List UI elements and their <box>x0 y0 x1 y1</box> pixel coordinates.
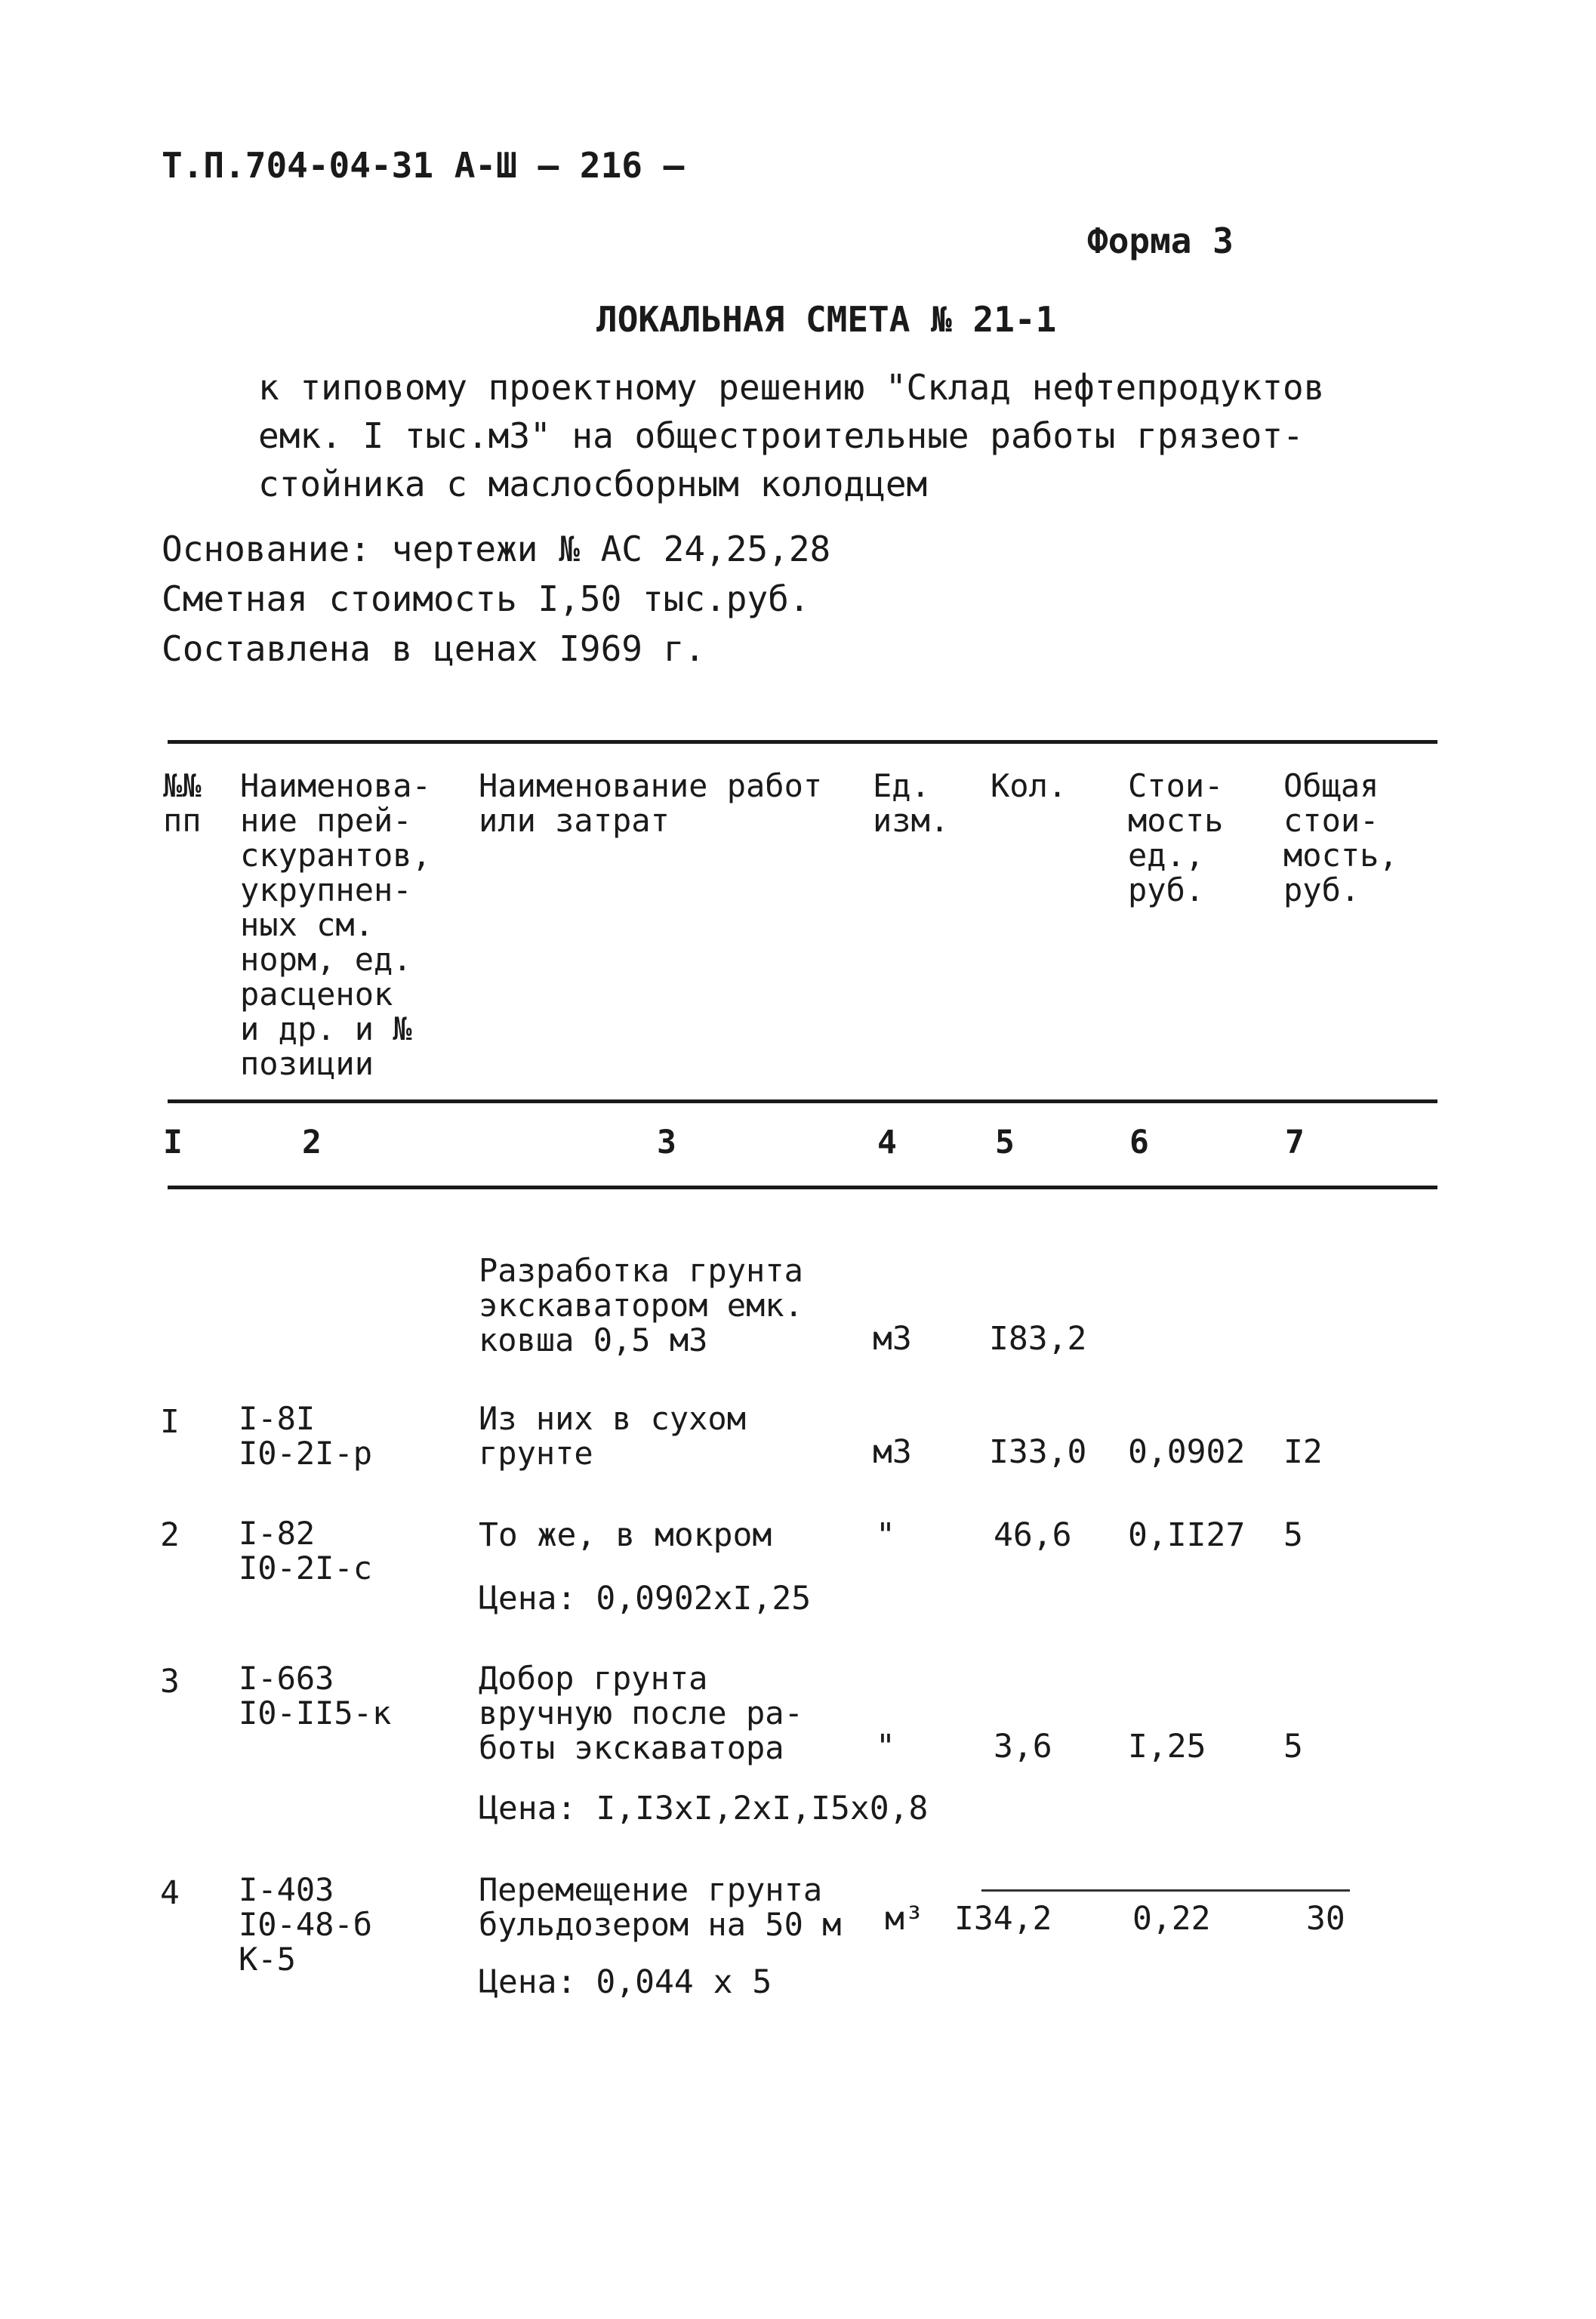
row-work-name: Перемещение грунта бульдозером на 50 м <box>479 1871 842 1943</box>
row-quantity: I33,0 <box>989 1433 1087 1471</box>
row-work-name: Добор грунта вручную после ра- боты экскаватора <box>479 1660 803 1766</box>
row-quantity: 46,6 <box>994 1516 1072 1554</box>
row-pricelist-code: I-663 I0-II5-к <box>239 1660 392 1732</box>
document-code: Т.П.704-04-31 А-Ш — 216 — <box>162 145 685 186</box>
column-number: 7 <box>1285 1124 1305 1161</box>
subtitle-line-3: стойника с маслосборным колодцем <box>258 464 928 504</box>
row-pricelist-code: I-8I I0-2I-р <box>239 1400 373 1472</box>
row-pricelist-code: I-403 I0-48-б К-5 <box>239 1871 373 1978</box>
row-unit: " <box>876 1728 895 1765</box>
subtitle-line-1: к типовому проектному решению "Склад нефтепродуктов <box>258 367 1325 408</box>
overline-mark <box>981 1889 1350 1892</box>
column-number: 4 <box>877 1124 897 1161</box>
column-number: 2 <box>302 1124 322 1161</box>
row-price-note: Цена: 0,044 х 5 <box>479 1963 772 2001</box>
row-number: 4 <box>160 1874 180 1912</box>
row-quantity: I34,2 <box>954 1900 1052 1938</box>
row-unit-cost: 0,II27 <box>1128 1516 1246 1554</box>
row-unit-cost: 0,22 <box>1132 1900 1211 1938</box>
row-total-cost: 5 <box>1283 1728 1303 1765</box>
column-number: 5 <box>995 1124 1015 1161</box>
row-number: I <box>160 1403 180 1441</box>
basis-line: Основание: чертежи № АС 24,25,28 <box>162 529 831 569</box>
table-header-rule <box>168 1099 1437 1103</box>
table-top-rule <box>168 740 1437 744</box>
row-price-note: Цена: 0,0902хI,25 <box>479 1580 812 1617</box>
row-price-note: Цена: I,I3хI,2хI,I5х0,8 <box>479 1790 929 1827</box>
row-number: 3 <box>160 1663 180 1701</box>
row-quantity: 3,6 <box>994 1728 1052 1765</box>
form-label: Форма 3 <box>1087 220 1234 261</box>
row-total-cost: I2 <box>1283 1433 1323 1471</box>
header-col-unit: Ед. изм. <box>873 767 950 839</box>
document-title: ЛОКАЛЬНАЯ СМЕТА № 21-1 <box>596 299 1057 340</box>
column-number: 3 <box>657 1124 676 1161</box>
row-unit: м³ <box>885 1900 924 1938</box>
row-unit: м3 <box>873 1433 912 1471</box>
row-work-name: Из них в сухом грунте <box>479 1400 747 1472</box>
row-total-cost: 5 <box>1283 1516 1303 1554</box>
row-unit: м3 <box>873 1320 912 1358</box>
column-number: 6 <box>1129 1124 1149 1161</box>
table-numbers-rule <box>168 1186 1437 1189</box>
cost-line: Сметная стоимость I,50 тыс.руб. <box>162 578 810 619</box>
row-unit-cost: 0,0902 <box>1128 1433 1246 1471</box>
header-col-total-cost: Общая стои- мость, руб. <box>1283 767 1398 908</box>
prices-line: Составлена в ценах I969 г. <box>162 628 706 669</box>
row-work-name: Разработка грунта экскаватором емк. ковша 0,5 м3 <box>479 1252 803 1358</box>
row-pricelist-code: I-82 I0-2I-с <box>239 1515 373 1587</box>
header-col-pricelist: Наименова- ние прей- скурантов, укрупнен- ных см. норм, ед. расценок и др. и № позиции <box>240 767 431 1082</box>
header-col-number: №№ пп <box>163 767 202 839</box>
row-quantity: I83,2 <box>989 1320 1087 1358</box>
row-unit: " <box>876 1516 895 1554</box>
row-work-name: То же, в мокром <box>479 1516 772 1554</box>
row-total-cost: 30 <box>1306 1900 1345 1938</box>
subtitle-line-2: емк. I тыс.м3" на общестроительные работы грязеот- <box>258 415 1304 456</box>
row-number: 2 <box>160 1516 180 1554</box>
row-unit-cost: I,25 <box>1128 1728 1206 1765</box>
header-col-work-name: Наименование работ или затрат <box>479 767 823 839</box>
header-col-unit-cost: Стои- мость ед., руб. <box>1128 767 1224 908</box>
column-number: I <box>163 1124 183 1161</box>
header-col-quantity: Кол. <box>991 767 1068 804</box>
